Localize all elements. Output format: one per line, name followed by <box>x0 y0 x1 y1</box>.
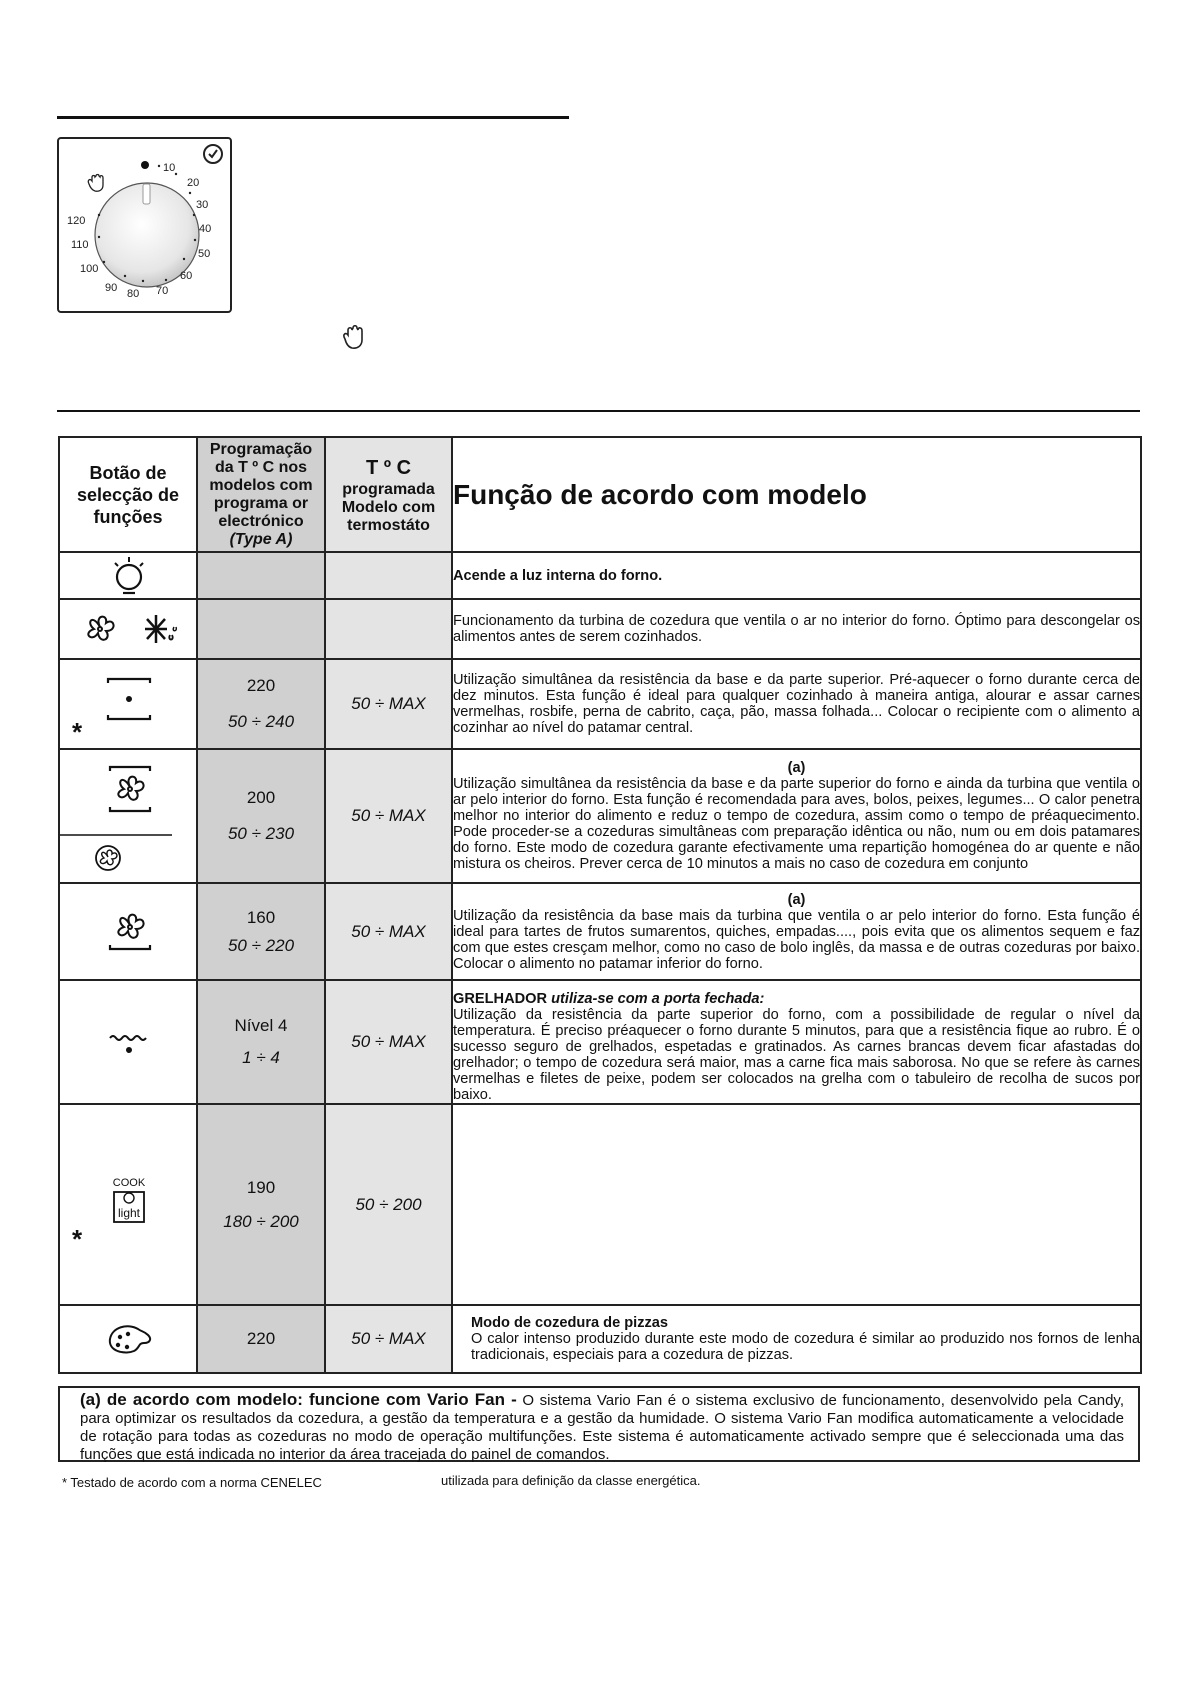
section-rule <box>57 410 1140 412</box>
programmed-temp-value: 190 <box>246 1177 276 1197</box>
header-function-description <box>452 437 1141 552</box>
programmed-temp-value: 220 <box>246 676 276 695</box>
description-text: Utilização simultânea da resistência da base e da parte superior do forno e ainda da turbina que ventila o ar pelo interior do forno. Esta função é recomendada para aves, bolos, peixes, legumes... O calor penetra melhor no interior do alimento e reduz o tempo de cozedura, assim como o tempo de préaquecimento. Pode proceder-se a cozeduras simultâneas com preparação idêntica ou não, num ou em dois patamares do forno. Este modo de cozedura garante efectivamente uma repartição homogénea do ar quente e não mistura os cheiros. Prever cerca de 10 minutos a mais no caso de cozedura em conjunto <box>453 776 1140 872</box>
programmed-temp-cell <box>197 980 325 1104</box>
top-rule <box>57 116 569 119</box>
oven-functions-table <box>58 436 1142 1374</box>
dial-number: 120 <box>67 215 86 227</box>
function-icon-cell <box>59 1104 197 1305</box>
description-text: Acende a luz interna do forno. <box>453 567 663 584</box>
programmed-temp-cell <box>197 883 325 980</box>
header-line: programa or <box>213 494 309 512</box>
hand-icon <box>88 175 103 192</box>
dial-number: 30 <box>196 199 209 211</box>
dial-number: 40 <box>199 223 212 235</box>
function-description <box>452 1104 1141 1305</box>
table-row <box>59 1305 1141 1373</box>
header-line: programada <box>342 480 435 498</box>
dial-number: 10 <box>163 162 176 174</box>
thermostat-temp-cell <box>325 749 452 883</box>
programmed-temp-cell <box>197 552 325 599</box>
vario-fan-note <box>58 1386 1140 1462</box>
thermostat-temp-cell <box>325 883 452 980</box>
dot-marker-icon <box>141 161 149 169</box>
header-line: Modelo com <box>341 498 436 516</box>
model-note-marker: (a) <box>787 760 806 776</box>
dial-number: 90 <box>105 282 118 294</box>
description-text: Utilização da resistência da base mais da turbina que ventila o ar pelo interior do forno. Esta função é ideal para tartes de frutos sumarentos, quiches, empadas...., pois evita que os alimentos sequem e faz com que estes cresçam melhor, como no caso de bolo inglês, da massa e de outras cozeduras por baixo. Colocar o alimento no patamar inferior do forno. <box>453 907 1140 972</box>
model-note-marker: (a) <box>787 891 806 908</box>
grill-lead <box>453 991 1140 1007</box>
cenelec-star: * <box>72 717 83 747</box>
thermostat-range: 50 ÷ MAX <box>351 921 426 941</box>
thermostat-temp-cell <box>325 1104 452 1305</box>
header-type: (Type A) <box>229 530 293 548</box>
header-line: da T º C nos <box>214 458 308 476</box>
header-function-button <box>59 437 197 552</box>
header-line: termostáto <box>347 516 430 534</box>
dial-number: 50 <box>198 248 211 260</box>
table-row <box>59 980 1141 1104</box>
programmed-temp-value: 200 <box>246 788 276 807</box>
footnote-cenelec: * Testado de acordo com a norma CENELEC <box>62 1475 322 1490</box>
programmed-temp-cell <box>197 1305 325 1373</box>
table-header-row <box>59 437 1141 552</box>
function-icon-cell <box>59 749 197 883</box>
fan-defrost-icon <box>60 601 198 657</box>
function-description <box>452 883 1141 980</box>
dial-number: 110 <box>71 239 89 251</box>
fan-top-bottom-icon <box>60 751 198 881</box>
programmed-temp-cell <box>197 749 325 883</box>
dial-number: 60 <box>180 270 193 282</box>
dial-number: 20 <box>187 177 200 189</box>
cook-label: COOK <box>112 1177 146 1189</box>
dial-number: 80 <box>127 288 140 300</box>
thermostat-range: 50 ÷ MAX <box>351 694 426 713</box>
hand-icon <box>340 325 364 351</box>
header-line: modelos com <box>209 476 313 494</box>
programmed-temp-value: Nível 4 <box>234 1016 288 1035</box>
function-icon-cell <box>59 1305 197 1373</box>
function-icon-cell <box>59 599 197 659</box>
timer-dial-panel <box>57 137 232 313</box>
table-row <box>59 883 1141 980</box>
programmed-temp-range: 50 ÷ 220 <box>227 935 295 955</box>
fan-small-icon <box>96 846 120 870</box>
header-thermostat-temp <box>325 437 452 552</box>
vario-fan-text: O sistema Vario Fan é o sistema exclusivo de funcionamento, desenvolvido pela Candy, para optimizar os resultados da cozedura, a gestão da temperatura e a gestão da humidade. O sistema Vario Fan modifica automaticamente a velocidade de rotação para todas as cozeduras no modo de operação multifunções. Este sistema é automaticamente activado sempre que é seleccionada uma das funções que está indicada no interior da área tracejada do painel de comandos. <box>80 1392 1124 1463</box>
thermostat-temp-cell <box>325 552 452 599</box>
thermostat-range: 50 ÷ MAX <box>351 806 426 825</box>
description-text: Utilização simultânea da resistência da base e da parte superior. Pré-aquecer o forno durante cerca de dez minutos. Esta função é ideal para qualquer cozinhado à maneira antiga, alourar e assar carnes vermelhas, rosbife, perna de cabrito, caça, pão, massa folhada... Colocar o recipiente com o alimento a cozinhar ao nível do patamar central. <box>453 672 1140 736</box>
thermostat-temp-cell <box>325 659 452 749</box>
table-row <box>59 599 1141 659</box>
programmed-temp-value: 220 <box>246 1329 276 1348</box>
table-row <box>59 1104 1141 1305</box>
header-programmed-temp <box>197 437 325 552</box>
description-text: O calor intenso produzido durante este modo de cozedura é similar ao produzido nos fornos de lenha tradicionais, especiais para a cozedura de pizzas. <box>471 1331 1140 1363</box>
thermostat-range: 50 ÷ 200 <box>355 1194 422 1214</box>
thermostat-range: 50 ÷ MAX <box>351 1032 426 1051</box>
function-icon-cell <box>59 883 197 980</box>
programmed-temp-range: 50 ÷ 240 <box>227 712 295 731</box>
header-text: Botão de selecção de funções <box>76 462 180 527</box>
thermostat-range: 50 ÷ MAX <box>351 1329 426 1348</box>
function-icon-cell <box>59 552 197 599</box>
pizza-title: Modo de cozedura de pizzas <box>471 1315 669 1331</box>
header-line: Programação <box>209 440 313 458</box>
knob-indicator <box>143 184 150 204</box>
pizza-icon <box>60 1307 198 1371</box>
programmed-temp-range: 50 ÷ 230 <box>227 824 295 843</box>
description-text: Funcionamento da turbina de cozedura que ventila o ar no interior do forno. Óptimo para descongelar os alimentos antes de serem cozinhados. <box>453 613 1140 645</box>
function-description <box>452 552 1141 599</box>
header-temp-title: T º C <box>365 456 412 479</box>
clock-icon <box>204 145 222 163</box>
description-text: Utilização da resistência da parte superior do forno, com a possibilidade de regular o nível da temperatura. É preciso préaquecer o forno durante 5 minutos, para que a resistência fique ao rubro. É o sucesso seguro de grelhados, espetadas e gratinados. As carnes brancas devem ficar afastadas do grelhador; o tempo de cozedura será maior, mas a carne fica mais saborosa. No que se refere às carnes vermelhas e filetes de peixe, podem ser colocados na grelha com o tabuleiro de recolha de sucos por baixo. <box>453 1007 1140 1103</box>
programmed-temp-cell <box>197 1104 325 1305</box>
header-line: electrónico <box>218 512 304 530</box>
cenelec-star: * <box>72 1224 83 1254</box>
programmed-temp-range: 1 ÷ 4 <box>242 1048 280 1067</box>
table-row <box>59 749 1141 883</box>
function-icon-cell <box>59 980 197 1104</box>
thermostat-temp-cell <box>325 1305 452 1373</box>
grill-subtitle: utiliza-se com a porta fechada: <box>551 991 765 1007</box>
timer-dial-graphic <box>59 139 230 311</box>
dial-number: 70 <box>156 285 169 297</box>
lamp-icon <box>60 554 198 598</box>
programmed-temp-value: 160 <box>246 907 276 927</box>
function-icon-cell <box>59 659 197 749</box>
table-row <box>59 659 1141 749</box>
header-text: Função de acordo com modelo <box>453 478 867 510</box>
grill-icon <box>60 982 198 1102</box>
programmed-temp-cell <box>197 659 325 749</box>
dial-number: 100 <box>80 263 99 275</box>
thermostat-temp-cell <box>325 599 452 659</box>
function-description <box>452 980 1141 1104</box>
light-label: light <box>117 1206 141 1220</box>
cook-light-icon <box>60 1106 198 1303</box>
table-row <box>59 552 1141 599</box>
footnote-energy-class: utilizada para definição da classe energética. <box>441 1473 701 1488</box>
function-description <box>452 659 1141 749</box>
function-description <box>452 749 1141 883</box>
thermostat-temp-cell <box>325 980 452 1104</box>
fan-bottom-icon <box>60 885 198 978</box>
programmed-temp-cell <box>197 599 325 659</box>
vario-fan-heading: (a) de acordo com modelo: funcione com Vario Fan - <box>80 1390 517 1409</box>
function-description <box>452 1305 1141 1373</box>
function-description <box>452 599 1141 659</box>
programmed-temp-range: 180 ÷ 200 <box>223 1211 299 1231</box>
grill-title: GRELHADOR <box>453 991 548 1007</box>
